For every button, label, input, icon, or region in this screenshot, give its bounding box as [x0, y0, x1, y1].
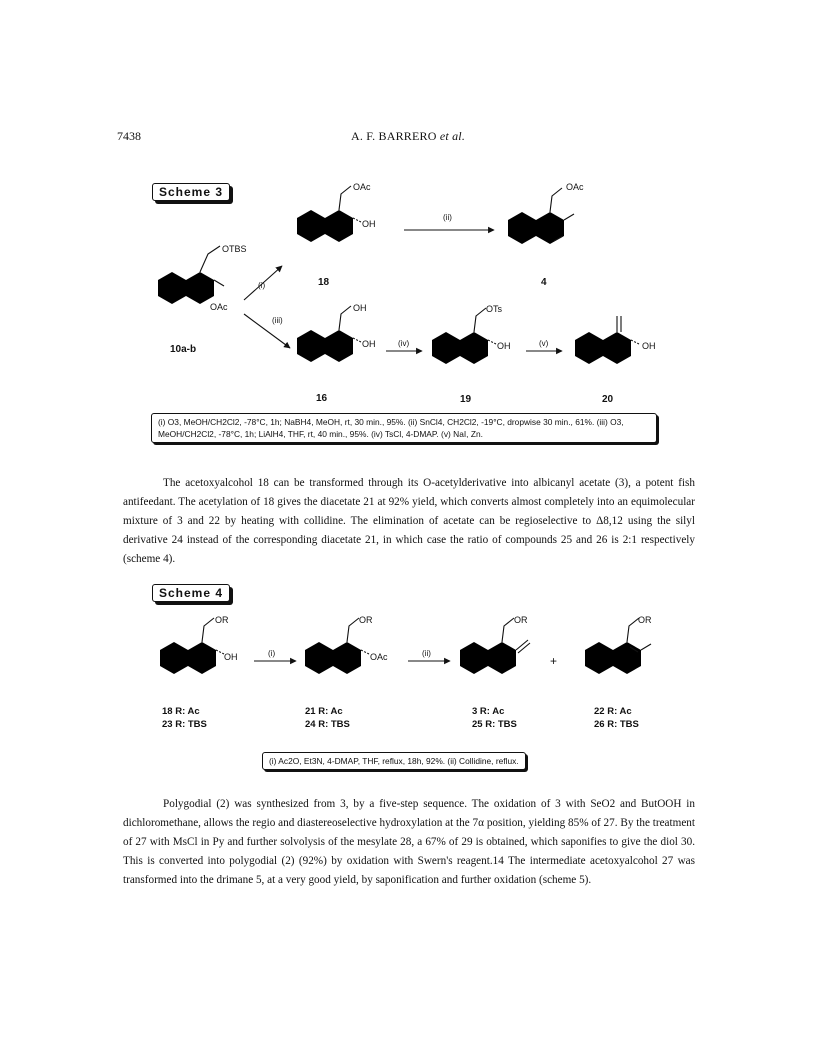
- step-i-label: (i): [258, 281, 266, 290]
- molecule-16: [297, 306, 361, 380]
- paragraph-1: [123, 474, 695, 569]
- s4-prod1-line2: 25 R: TBS: [472, 719, 517, 730]
- arrow-iii: [244, 314, 290, 348]
- mol-18-group-2: OH: [362, 219, 376, 229]
- s4-left-group-2: OH: [224, 652, 238, 662]
- mol-20-group-1: OH: [642, 341, 656, 351]
- mol-10ab-number: 10a-b: [170, 344, 197, 355]
- paragraph-2-text: Polygodial (2) was synthesized from 3, by a five-step sequence. The oxidation of 3 with SeO2 and ButOOH in dichloromethane, allows the regio and diastereoselective hydroxylation at the 7α position, yielding 85% of 27. By the treatment of 27 with MsCl in Py and further solvolysis of the mesylate 28, a 67% of 29 is obtained, which saponifies to give the diol 30. This is converted into polygodial (2) (92%) by oxidation with Swern's reagent.14 The intermediate acetoxyalcohol 27 was transformed into the drimane 5, at a very good yield, by saponification and further oxidation (scheme 5).: [123, 798, 695, 886]
- page-number: 7438: [117, 129, 141, 143]
- step-iii-label: (iii): [272, 316, 283, 325]
- molecule-4: [508, 188, 574, 262]
- s4-left-group-1: OR: [215, 615, 229, 625]
- mol-19-number: 19: [460, 394, 472, 405]
- s4-left-line1: 18 R: Ac: [162, 706, 200, 717]
- mol-16-group-2: OH: [362, 339, 376, 349]
- mol-19-group-2: OH: [497, 341, 511, 351]
- paragraph-1-text: The acetoxyalcohol 18 can be transformed through its O-acetylderivative into albicanyl acetate (3), a potent fish antifeedant. The acetylation of 18 gives the diacetate 21 at 92% yield, which converts almost completely into an equimolecular mixture of 3 and 22 by heating with collidine. The elimination of acetate can be regioselective to Δ8,12 using the silyl derivative 24 instead of the corresponding diacetate 21, in which case the ratio of compounds 25 and 26 is 2:1 respectively (scheme 4).: [123, 477, 695, 565]
- mol-18-group-1: OAc: [353, 182, 371, 192]
- step-v-label: (v): [539, 339, 549, 348]
- molecule-s4-prod2: [585, 618, 651, 692]
- s4-mid-line2: 24 R: TBS: [305, 719, 350, 730]
- author-suffix: et al.: [439, 129, 466, 143]
- s4-prod1-line1: 3 R: Ac: [472, 706, 505, 717]
- scheme-4-label: Scheme 4: [152, 584, 230, 602]
- mol-19-group-1: OTs: [486, 304, 503, 314]
- s4-prod2-line2: 26 R: TBS: [594, 719, 639, 730]
- mol-10ab-group-2: OAc: [210, 302, 228, 312]
- mol-4-number: 4: [541, 277, 547, 288]
- mol-4-group-1: OAc: [566, 182, 584, 192]
- step-iv-label: (iv): [398, 339, 410, 348]
- mol-20-number: 20: [602, 394, 614, 405]
- scheme-3-label: Scheme 3: [152, 183, 230, 201]
- paragraph-2: [123, 795, 695, 890]
- s4-left-line2: 23 R: TBS: [162, 719, 207, 730]
- s4-prod2-group-1: OR: [638, 615, 652, 625]
- molecule-s4-prod1: [460, 618, 530, 692]
- plus-sign: +: [550, 654, 558, 668]
- mol-10ab-group-1: OTBS: [222, 244, 247, 254]
- scheme-4-conditions: (i) Ac2O, Et3N, 4-DMAP, THF, reflux, 18h, 92%. (ii) Collidine, reflux.: [262, 752, 526, 770]
- s4-step-ii-label: (ii): [422, 649, 431, 658]
- scheme-3-conditions: (i) O3, MeOH/CH2Cl2, -78°C, 1h; NaBH4, MeOH, rt, 30 min., 95%. (ii) SnCl4, CH2Cl2, -19°C, dropwise 30 min., 61%. (iii) O3, MeOH/CH2Cl2, -78°C, 1h; LiAlH4, THF, rt, 40 min., 95%. (iv) TsCl, 4-DMAP. (v) NaI, Zn.: [151, 413, 657, 443]
- s4-mid-group-2: OAc: [370, 652, 388, 662]
- step-ii-label: (ii): [443, 213, 452, 222]
- molecule-s4-left: [160, 618, 224, 692]
- s4-step-i-label: (i): [268, 649, 276, 658]
- s4-mid-line1: 21 R: Ac: [305, 706, 343, 717]
- s4-prod1-group-1: OR: [514, 615, 528, 625]
- mol-18-number: 18: [318, 277, 330, 288]
- mol-16-group-1: OH: [353, 303, 367, 313]
- molecule-19: [432, 308, 496, 382]
- author-name: A. F. BARRERO: [350, 129, 437, 143]
- molecule-20: [575, 316, 639, 382]
- s4-prod2-line1: 22 R: Ac: [594, 706, 632, 717]
- molecule-s4-mid: [305, 618, 369, 692]
- molecule-18: [297, 186, 361, 260]
- mol-16-number: 16: [316, 393, 328, 404]
- s4-mid-group-1: OR: [359, 615, 373, 625]
